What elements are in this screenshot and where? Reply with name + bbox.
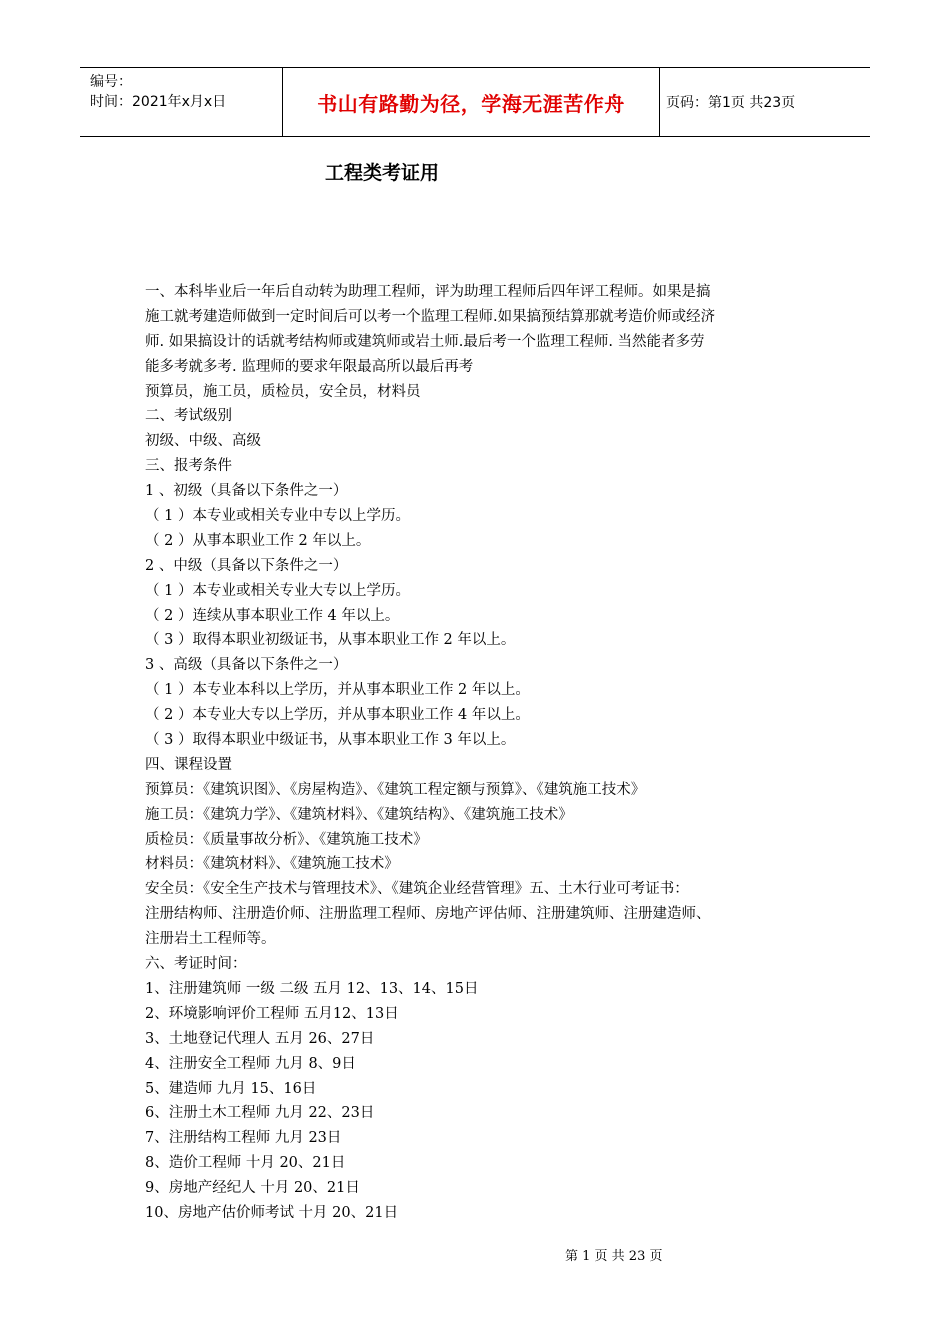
page-footer: 第 1 页 共 23 页 xyxy=(565,1249,663,1264)
body-line: （ 2 ）连续从事本职业工作 4 年以上。 xyxy=(145,607,400,624)
body-line: （ 2 ）从事本职业工作 2 年以上。 xyxy=(145,532,371,549)
body-line: （ 2 ）本专业大专以上学历，并从事本职业工作 4 年以上。 xyxy=(145,707,530,724)
time-label: 时间：2021年x月x日 xyxy=(90,94,227,110)
header-right-cell xyxy=(660,68,870,136)
body-line: （ 1 ）本专业本科以上学历，并从事本职业工作 2 年以上。 xyxy=(145,682,530,699)
body-line: 4、注册安全工程师 九月 8、9日 xyxy=(145,1055,356,1072)
body-line: 质检员：《质量事故分析》、《建筑施工技术》 xyxy=(145,831,428,848)
body-line: 施工员：《建筑力学》、《建筑材料》、《建筑结构》、《建筑施工技术》 xyxy=(145,806,573,823)
body-line: 三、报考条件 xyxy=(145,458,232,475)
page-header xyxy=(80,67,870,137)
body-line: 9、房地产经纪人 十月 20、21日 xyxy=(145,1180,360,1197)
body-line: （ 3 ）取得本职业初级证书，从事本职业工作 2 年以上。 xyxy=(145,632,516,649)
body-line: 注册结构师、注册造价师、注册监理工程师、房地产评估师、注册建筑师、注册建造师、 xyxy=(145,906,711,923)
body-line: 1 、初级（具备以下条件之一） xyxy=(145,483,348,500)
body-line: 5、建造师 九月 15、16日 xyxy=(145,1080,317,1097)
body-line: 施工就考建造师做到一定时间后可以考一个监理工程师.如果搞预结算那就考造价师或经济 xyxy=(145,308,716,325)
body-line: 能多考就多考. 监理师的要求年限最高所以最后再考 xyxy=(145,358,474,375)
body-line: 四、课程设置 xyxy=(145,756,232,773)
document-title: 工程类考证用 xyxy=(325,162,440,184)
body-line: 预算员：《建筑识图》、《房屋构造》、《建筑工程定额与预算》、《建筑施工技术》 xyxy=(145,781,646,798)
number-label: 编号： xyxy=(90,74,132,90)
body-line: 六、考证时间： xyxy=(145,956,247,973)
page-info: 页码：第1页 共23页 xyxy=(666,95,796,111)
body-line: 3 、高级（具备以下条件之一） xyxy=(145,657,348,674)
body-line: 安全员：《安全生产技术与管理技术》、《建筑企业经营管理》五、土木行业可考证书： xyxy=(145,881,689,898)
body-line: 一、本科毕业后一年后自动转为助理工程师，评为助理工程师后四年评工程师。如果是搞 xyxy=(145,284,711,300)
body-line: 二、考试级别 xyxy=(145,408,232,425)
body-line: 材料员：《建筑材料》、《建筑施工技术》 xyxy=(145,856,399,873)
body-line: 6、注册土木工程师 九月 22、23日 xyxy=(145,1105,375,1122)
document-body xyxy=(145,280,810,1226)
body-line: 7、注册结构工程师 九月 23日 xyxy=(145,1130,342,1147)
motto: 书山有路勤为径，学海无涯苦作舟 xyxy=(317,91,625,116)
body-line: 2 、中级（具备以下条件之一） xyxy=(145,557,348,574)
body-line: （ 1 ）本专业或相关专业中专以上学历。 xyxy=(145,508,410,525)
body-line: （ 1 ）本专业或相关专业大专以上学历。 xyxy=(145,582,410,599)
body-line: 注册岩土工程师等。 xyxy=(145,931,276,948)
body-line: （ 3 ）取得本职业中级证书，从事本职业工作 3 年以上。 xyxy=(145,732,516,749)
body-line: 10、房地产估价师考试 十月 20、21日 xyxy=(145,1204,399,1221)
body-line: 初级、中级、高级 xyxy=(145,433,261,450)
header-left-cell xyxy=(80,68,282,136)
body-line: 师. 如果搞设计的话就考结构师或建筑师或岩土师.最后考一个监理工程师. 当然能者多劳 xyxy=(145,333,705,350)
header-middle-cell xyxy=(282,68,660,136)
body-line: 2、环境影响评价工程师 五月12、13日 xyxy=(145,1005,399,1022)
body-line: 3、土地登记代理人 五月 26、27日 xyxy=(145,1030,375,1047)
body-line: 预算员，施工员，质检员，安全员，材料员 xyxy=(145,383,421,400)
body-line: 8、造价工程师 十月 20、21日 xyxy=(145,1155,346,1172)
body-line: 1、注册建筑师 一级 二级 五月 12、13、14、15日 xyxy=(145,980,479,997)
